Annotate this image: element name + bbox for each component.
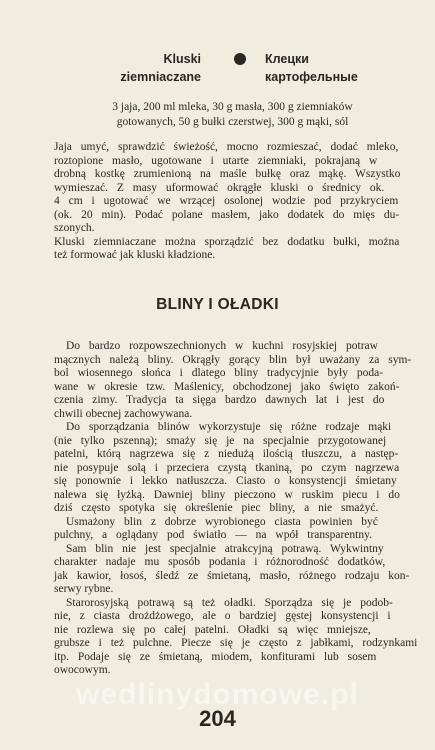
text-line: Usmażony blin z dobrze wyrobionego ciasta powinien być: [66, 515, 378, 528]
text-line: grubsze i też pulchne. Piecze się je często z jabłkami, rodzynkami: [54, 637, 418, 649]
text-line: Starorosyjską potrawą są też oładki. Sporządza się je podob-: [66, 596, 393, 609]
text-line: patelni, którą nagrzewa się z niedużą ilością tłuszczu, a następ-: [54, 448, 399, 460]
text-line: czenia zimy. Tradycja ta sięga bardzo dawnych lat i jest do: [54, 394, 385, 406]
recipe-title-polish-line: ziemniaczane: [120, 70, 201, 84]
text-line: wane w okresie tzw. Maślenicy, obchodzonej jako święto zakoń-: [54, 380, 400, 393]
text-line: drobną kostkę zrumienioną na maśle bułkę oraz mąkę. Wszystko: [54, 168, 401, 180]
section-heading: BLINY I OŁADKI: [156, 296, 279, 313]
text-line: wymieszać. Z masy uformować okrągłe kluski o średnicy ok.: [54, 181, 385, 194]
recipe-title-russian-line: Клецки: [265, 52, 309, 66]
text-line: Do sporządzania blinów wykorzystuje się różne rodzaje mąki: [66, 421, 392, 433]
text-line: jak kawior, łosoś, śledź ze śmietaną, masło, różnego rodzaju kon-: [54, 569, 410, 582]
bullet-icon: [234, 53, 246, 65]
text-line: (ok. 20 min). Podać polane masłem, jako dodatek do mięs du-: [54, 208, 400, 221]
watermark: wedlinydomowe.pl: [76, 678, 359, 711]
text-line: bol wiosennego słońca i dlatego bliny tradycyjnie były poda-: [54, 367, 384, 379]
text-line: pulchny, a oglądany pod światło — na wpół transparentny.: [54, 529, 372, 541]
ingredients-line: 3 jaja, 200 ml mleka, 30 g masła, 300 g ziemniaków: [112, 101, 353, 113]
text-line: charakter nadaje mu sposób podania i różnorodność dodatków,: [54, 556, 386, 568]
text-line: mącznych należą bliny. Okrągły gorący blin był uważany za sym-: [54, 353, 412, 366]
text-line: Kluski ziemniaczane można sporządzić bez dodatku bułki, można: [54, 235, 400, 248]
text-line: nie rozlewa się po całej patelni. Oładki są więc mniejsze,: [54, 623, 371, 636]
text-line: 4 cm i ugotować we wrzącej osolonej wodzie pod przykryciem: [54, 195, 399, 207]
section-body: [54, 340, 428, 678]
text-line: roztopione masło, ugotowane i utarte ziemniaki, pokrajaną w: [54, 154, 378, 167]
recipe-instructions: [54, 141, 428, 263]
text-line: (nie tylko pszenną); smaży się je na specjalnie przygotowanej: [54, 434, 387, 447]
recipe-title-russian-line: картофельные: [265, 70, 358, 84]
recipe-title-polish-line: Kluski: [163, 52, 201, 66]
text-line: Jaja umyć, sprawdzić świeżość, mocno rozmieszać, dodać mleko,: [54, 141, 399, 153]
text-line: nalewa się łyżką. Dawniej bliny pieczono w ruskim piecu i do: [54, 488, 400, 501]
text-line: nie, z ciasta drożdżowego, ale o bardziej gęstej konsystencji i: [54, 610, 391, 622]
text-line: się ponownie i lekko natłuszcza. Ciasto o konsystencji śmietany: [54, 475, 397, 487]
recipe-title-russian: [265, 50, 358, 86]
text-line: itp. Podaje się ze śmietaną, miodem, konfiturami lub sosem: [54, 650, 377, 663]
text-line: serwy rybne.: [54, 583, 114, 595]
page-number: 204: [199, 706, 236, 731]
text-line: chwili obecnej zachowywana.: [54, 407, 193, 420]
text-line: dziś często spotyka się określenie piec bliny, a nie smażyć.: [54, 502, 379, 514]
text-line: Sam blin nie jest specjalnie atrakcyjną potrawą. Wykwintny: [66, 542, 384, 555]
ingredients-line: gotowanych, 50 g bułki czerstwej, 300 g mąki, sól: [116, 116, 349, 128]
ingredients-list: [60, 100, 405, 130]
text-line: szonych.: [54, 222, 95, 234]
text-line: Do bardzo rozpowszechnionych w kuchni rosyjskiej potraw: [66, 340, 378, 352]
text-line: owocowym.: [54, 664, 111, 676]
recipe-title-polish: [120, 50, 201, 86]
text-line: też formować jak kluski kładzione.: [54, 249, 216, 261]
text-line: nie posypuje solą i przeciera czystą tkaniną, po czym nagrzewa: [54, 461, 400, 474]
